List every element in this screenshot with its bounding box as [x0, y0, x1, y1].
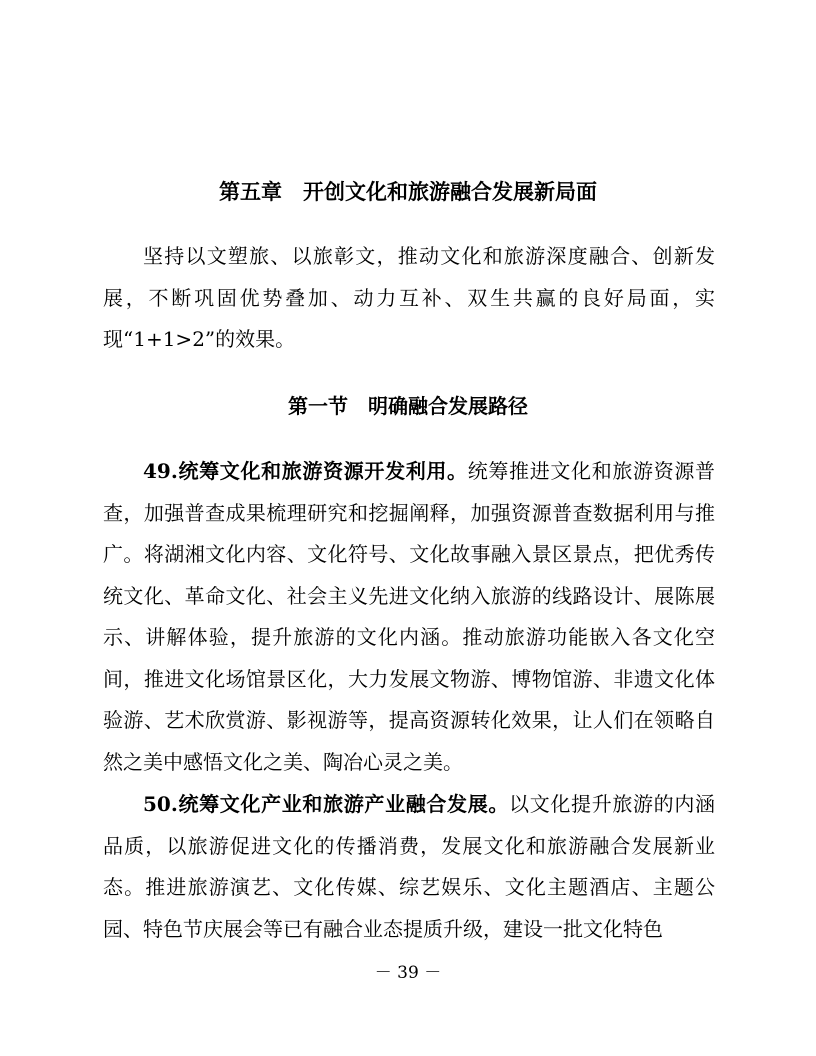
- item-49-paragraph: [103, 451, 715, 783]
- section-title: 第一节 明确融合发展路径: [288, 394, 528, 418]
- item-49-lead: 49.统筹文化和旅游资源开发利用。: [143, 459, 468, 483]
- chapter-title: 第五章 开创文化和旅游融合发展新局面: [219, 180, 597, 204]
- item-49-body: 统筹推进文化和旅游资源普查，加强普查成果梳理研究和挖掘阐释，加强资源普查数据利用与推广。将湖湘文化内容、文化符号、文化故事融入景区景点，把优秀传统文化、革命文化、社会主义先进文化纳入旅游的线路设计、展陈展示、讲解体验，提升旅游的文化内涵。推动旅游功能嵌入各文化空间，推进文化场馆景区化，大力发展文物游、博物馆游、非遗文化体验游、艺术欣赏游、影视游等，提高资源转化效果，让人们在领略自然之美中感悟文化之美、陶冶心灵之美。: [103, 459, 716, 774]
- item-50-lead: 50.统筹文化产业和旅游产业融合发展。: [143, 792, 510, 816]
- item-50-paragraph: [103, 784, 715, 950]
- item-50-body: 以文化提升旅游的内涵品质，以旅游促进文化的传播消费，发展文化和旅游融合发展新业态。推进旅游演艺、文化传媒、综艺娱乐、文化主题酒店、主题公园、特色节庆展会等已有融合业态提质升级，建设一批文化特色: [103, 792, 716, 941]
- page-number: － 39 －: [374, 963, 442, 983]
- intro-paragraph: 坚持以文塑旅、以旅彰文，推动文化和旅游深度融合、创新发展，不断巩固优势叠加、动力互补、双生共赢的良好局面，实现“1+1>2”的效果。: [103, 244, 715, 351]
